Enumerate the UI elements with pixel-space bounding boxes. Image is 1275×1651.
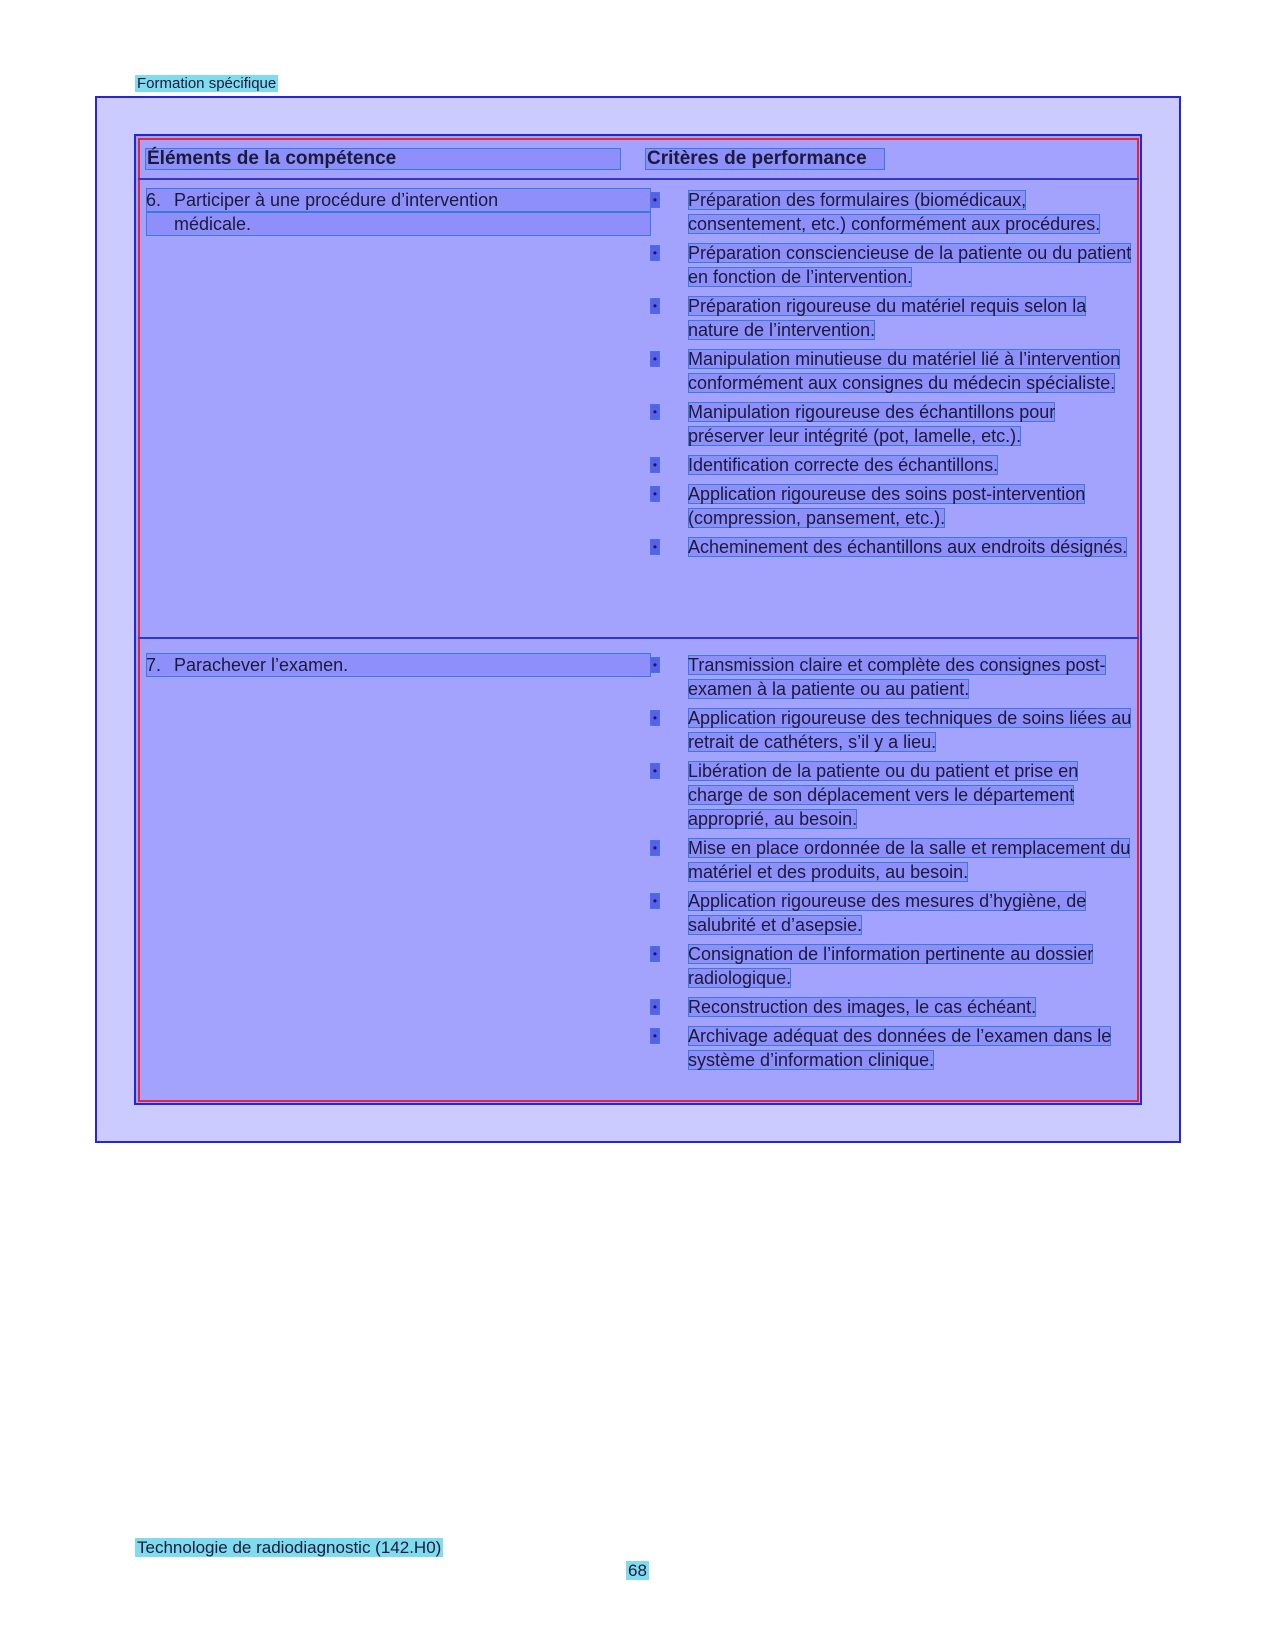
criterion-item: • Préparation rigoureuse du matériel requis selon la nature de l’intervention.: [650, 294, 1135, 342]
criterion-item: • Manipulation minutieuse du matériel lié à l’intervention conformément aux consignes du médecin spécialiste.: [650, 347, 1135, 395]
criterion-item: • Libération de la patiente ou du patient et prise en charge de son déplacement vers le département approprié, au besoin.: [650, 759, 1135, 831]
bullet-icon: •: [650, 298, 660, 314]
criterion-item: • Archivage adéquat des données de l’examen dans le système d’information clinique.: [650, 1024, 1135, 1072]
footer-program: Technologie de radiodiagnostic (142.H0): [137, 1538, 442, 1557]
bullet-icon: •: [650, 245, 660, 261]
bullet-icon: •: [650, 840, 660, 856]
element-7-text: Parachever l’examen.: [174, 655, 349, 675]
criterion-item: • Manipulation rigoureuse des échantillons pour préserver leur intégrité (pot, lamelle, etc.).: [650, 400, 1135, 448]
bullet-icon: •: [650, 404, 660, 420]
criterion-item: • Application rigoureuse des mesures d’hygiène, de salubrité et d’asepsie.: [650, 889, 1135, 937]
bullet-icon: •: [650, 1028, 660, 1044]
bullet-icon: •: [650, 192, 660, 208]
row-divider: [138, 637, 1139, 639]
bullet-icon: •: [650, 893, 660, 909]
criterion-item: • Application rigoureuse des soins post-intervention (compression, pansement, etc.).: [650, 482, 1135, 530]
criterion-item: • Transmission claire et complète des consignes post-examen à la patiente ou au patient.: [650, 653, 1135, 701]
element-6: [146, 188, 651, 236]
bullet-icon: •: [650, 657, 660, 673]
criterion-item: • Acheminement des échantillons aux endroits désignés.: [650, 535, 1135, 559]
column-header-elements: Éléments de la compétence: [145, 148, 621, 170]
bullet-icon: •: [650, 486, 660, 502]
element-6-line-2: [146, 212, 651, 236]
bullet-icon: •: [650, 946, 660, 962]
criterion-item: • Consignation de l’information pertinente au dossier radiologique.: [650, 942, 1135, 990]
criterion-item: • Préparation consciencieuse de la patiente ou du patient en fonction de l’intervention.: [650, 241, 1135, 289]
bullet-icon: •: [650, 351, 660, 367]
criterion-item: • Préparation des formulaires (biomédicaux, consentement, etc.) conformément aux procédures.: [650, 188, 1135, 236]
criterion-item: • Application rigoureuse des techniques de soins liées au retrait de cathéters, s’il y a lieu.: [650, 706, 1135, 754]
bullet-icon: •: [650, 710, 660, 726]
element-6-text: Participer à une procédure d’intervention: [174, 190, 499, 210]
element-6-number: 6.: [146, 190, 162, 210]
page-number: 68: [628, 1561, 647, 1580]
bullet-icon: •: [650, 457, 660, 473]
criteria-list-7: [650, 653, 1135, 1077]
element-7-line-1: [146, 653, 651, 677]
column-header-criteria: Critères de performance: [645, 148, 885, 170]
running-header: Formation spécifique: [137, 75, 277, 92]
bullet-icon: •: [650, 539, 660, 555]
bullet-icon: •: [650, 763, 660, 779]
criterion-item: • Mise en place ordonnée de la salle et remplacement du matériel et des produits, au besoin.: [650, 836, 1135, 884]
header-divider: [138, 178, 1139, 180]
element-7: [146, 653, 651, 677]
criterion-item: • Reconstruction des images, le cas échéant.: [650, 995, 1135, 1019]
element-6-text-cont: médicale.: [174, 214, 252, 234]
bullet-icon: •: [650, 999, 660, 1015]
element-7-number: 7.: [146, 655, 162, 675]
element-6-line-1: [146, 188, 651, 212]
criterion-item: • Identification correcte des échantillons.: [650, 453, 1135, 477]
criteria-list-6: [650, 188, 1135, 564]
